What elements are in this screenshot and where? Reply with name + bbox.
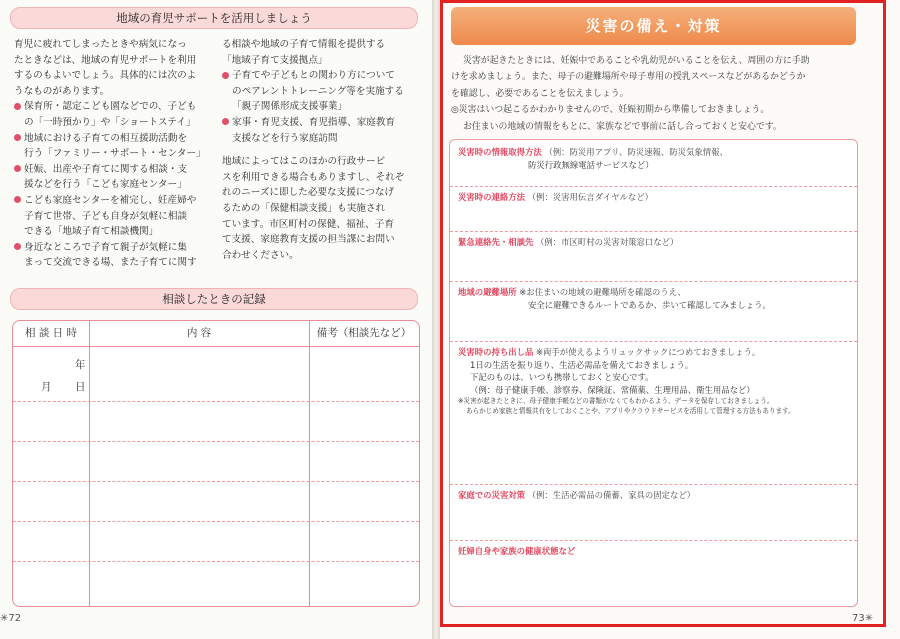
header-notes: 備考（相談先など） (316, 327, 412, 339)
bullet-dot-icon (222, 72, 229, 79)
checklist-section-detail: 下記のものは、いつも携帯しておくと安心です。 (470, 372, 654, 382)
support-intro-text: 育児に疲れてしまったときや病気になっ たときなどは、地域の育児サポートを利用 するのもよいでしょう。具体的には次のよ うなものがあります。 (14, 39, 197, 97)
year-label: 年 (75, 359, 86, 371)
support-bullet-item: 身近なところで子育て親子が気軽に集 まって交流できる場、また子育てに関す (14, 240, 210, 271)
checklist-section-label: 災害時の連絡方法 (458, 192, 525, 202)
table-row-divider (13, 561, 419, 562)
checklist-section-label: 緊急連絡先・相談先 (458, 237, 534, 247)
checklist-section-detail: 1日の生活を振り返り、生活必需品を備えておきましょう。 (470, 359, 694, 370)
checklist-section-footnote: あらかじめ家族と情報共有をしておくことや、アプリやクラウドサービスを活用して管理する方法もあります。 (466, 407, 795, 415)
table-row-divider (13, 481, 419, 482)
support-bullet-item: 保育所・認定こども園などでの、子ども の「一時預かり」や「ショートステイ」 (14, 99, 210, 130)
table-row-divider (13, 401, 419, 402)
intro-line: お住まいの地域の情報をもとに、家族などで事前に話し合っておくと安心です。 (463, 121, 782, 132)
bullet-dot-icon (14, 196, 21, 203)
section-title-consultation-record: 相談したときの記録 (10, 288, 418, 310)
header-date: 相 談 日 時 (24, 327, 77, 339)
bullet-dot-icon (14, 103, 21, 110)
checklist-section-note: （例：防災用アプリ、防災速報、防災気象情報、 (541, 147, 728, 157)
page-number-right: 73✳ (852, 613, 874, 624)
table-row-divider (13, 441, 419, 442)
page-number-left: ✳72 (0, 613, 22, 624)
checklist-section-detail: 安全に避難できるルートであるか、歩いて確認してみましょう。 (528, 299, 771, 310)
section-title-childcare-support: 地域の育児サポートを活用しましょう (10, 7, 418, 29)
checklist-section-note: （例：生活必需品の備蓄、家具の固定など） (525, 490, 696, 500)
checklist-section-label: 地域の避難場所 (458, 287, 517, 297)
table-row-divider (13, 521, 419, 522)
checklist-section-label: 妊婦自身や家族の健康状態など (458, 546, 576, 556)
intro-line: ◎災害はいつ起こるかわかりませんので、妊娠初期から準備しておきましょう。 (451, 105, 770, 116)
table-divider (309, 321, 310, 606)
checklist-section-note: ※お住まいの地域の避難場所を確認のうえ、 (516, 287, 686, 297)
intro-line: を確認し、必要であることを伝えましょう。 (451, 88, 629, 99)
disaster-prep-title: 災害の備え・対策 (451, 7, 856, 45)
checklist-section-detail: 防災行政無線電話サービスなど） (528, 159, 654, 170)
month-label: 月 (41, 381, 52, 393)
table-header (13, 321, 419, 347)
intro-line: けを求めましょう。また、母子の避難場所や母子専用の授乳スペースなどがあるかどうか (451, 72, 806, 83)
highlight-frame (440, 0, 886, 627)
checklist-section-note: ※両手が使えるようリュックサックにつめておきましょう。 (533, 347, 761, 357)
checklist-section-note: （例：災害用伝言ダイヤルなど） (525, 192, 654, 202)
support-text-continued: る相談や地域の子育て情報を提供する 「地域子育て支援拠点」 (222, 39, 386, 66)
checklist-section-label: 家庭での災害対策 (458, 490, 525, 500)
consultation-record-table (12, 320, 420, 607)
support-text-column-1 (14, 37, 210, 271)
bullet-dot-icon (14, 243, 21, 250)
checklist-section-note: （例：市区町村の災害対策窓口など） (533, 237, 679, 247)
support-text-column-2 (222, 37, 420, 263)
support-bullet-item: 家事・育児支援、育児指導、家庭教育 支援などを行う家庭訪問 (222, 115, 420, 146)
checklist-section-detail: （例：母子健康手帳、診察券、保険証、常備薬、生理用品、衛生用品など） (470, 384, 755, 395)
bullet-dot-icon (14, 134, 21, 141)
support-paragraph: 地域によってはこのほかの行政サービ スを利用できる場合もありますし、それぞ れのニーズに即した必要な支援につなげ るための「保健相談支援」も実施され ています。市区町村の保健、福祉、子育 て支援、家庭教育支援の担当課にお問い 合わせください。 (222, 156, 405, 261)
support-bullet-item: 妊娠、出産や子育てに関する相談・支 援などを行う「こども家庭センター」 (14, 162, 210, 193)
checklist-section-label: 災害時の持ち出し品 (458, 347, 534, 357)
header-content: 内 容 (186, 327, 212, 339)
support-bullet-item: 子育てや子どもとの関わり方について のペアレントトレーニング等を実施する 「親子関係形成支援事業」 (222, 68, 420, 115)
bullet-dot-icon (14, 165, 21, 172)
book-gutter (432, 0, 440, 639)
support-bullet-item: こども家庭センターを補完し、妊産婦や 子育て世帯、子ども自身が気軽に相談 できる「地域子育て相談機関」 (14, 193, 210, 240)
checklist-section-label: 災害時の情報取得方法 (458, 147, 542, 157)
bullet-dot-icon (222, 118, 229, 125)
checklist-section-footnote: ※災害が起きたときに、母子健康手帳などの書類がなくてもわかるよう、データを保存しておきましょう。 (458, 397, 774, 405)
intro-line: 災害が起きたときには、妊娠中であることや乳幼児がいることを伝え、周囲の方に手助 (463, 56, 810, 66)
table-divider (89, 321, 90, 606)
day-label: 日 (75, 381, 86, 393)
support-bullet-item: 地域における子育ての相互援助活動を 行う「ファミリー・サポート・センター」 (14, 131, 210, 162)
